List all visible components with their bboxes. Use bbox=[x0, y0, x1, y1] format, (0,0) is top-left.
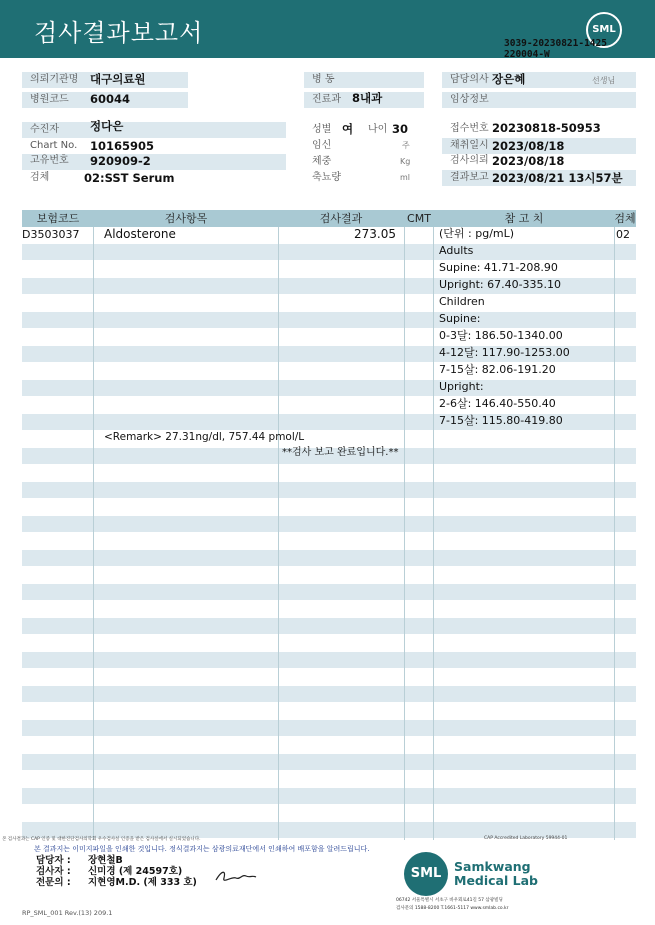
print-notice: 본 결과지는 이미지파일을 인쇄한 것입니다. 정식결과지는 삼광의료재단에서 인쇄하여 배포함을 알려드립니다. bbox=[34, 845, 370, 853]
patient-label: 수진자 bbox=[22, 122, 286, 138]
hospital-code-label: 병원코드 bbox=[22, 92, 188, 108]
collect-value: 2023/08/18 bbox=[492, 139, 565, 153]
header-cmt: CMT bbox=[407, 212, 431, 225]
header-specimen: 검체 bbox=[614, 212, 636, 225]
dept-value: 8내과 bbox=[352, 91, 383, 105]
table-row-stripe bbox=[22, 380, 636, 396]
specimen-label: 검체 bbox=[30, 172, 50, 183]
header-insurance-code: 보험코드 bbox=[36, 212, 80, 225]
result-value: 273.05 bbox=[354, 227, 396, 241]
accreditation-note: 본 검사결과는 CAP 인증 및 대한진단검사의학회 우수검사실 인증을 받은 검사실에서 실시되었습니다. bbox=[2, 837, 201, 842]
doctor-value: 장은혜 bbox=[492, 72, 526, 86]
reference-line: Children bbox=[439, 295, 485, 308]
pregnancy-label: 임신 bbox=[312, 140, 332, 151]
reference-line: Supine: 41.71-208.90 bbox=[439, 261, 558, 274]
result-test-item: Aldosterone bbox=[104, 227, 176, 241]
institution-value: 대구의료원 bbox=[90, 72, 146, 86]
reference-line: Upright: bbox=[439, 380, 484, 393]
reference-line: 7-15살: 115.80-419.80 bbox=[439, 414, 563, 427]
sml-logo: SML bbox=[586, 12, 622, 48]
lab-address: 06742 서울특별시 서초구 바우뫼로41길 57 삼광빌딩 검사문의 1588-8200 T.1661-5117 www.smlab.co.kr bbox=[396, 898, 509, 911]
staff-role-manager: 담당자 : bbox=[36, 855, 71, 866]
cap-accreditation: CAP Accredited Laboratory 59944-01 bbox=[484, 836, 568, 841]
id-label: 고유번호 bbox=[30, 155, 69, 166]
reference-line: 2-6살: 146.40-550.40 bbox=[439, 397, 556, 410]
report-value: 2023/08/21 13시57분 bbox=[492, 171, 623, 185]
receipt-value: 20230818-50953 bbox=[492, 121, 601, 135]
document-number: 3039-20230821-1425 220004-W bbox=[504, 38, 607, 60]
sex-label: 성별 bbox=[312, 124, 332, 135]
reference-line: 4-12달: 117.90-1253.00 bbox=[439, 346, 570, 359]
table-row-stripe bbox=[22, 686, 636, 702]
urine-label: 축뇨량 bbox=[312, 172, 341, 183]
report-header bbox=[0, 0, 655, 58]
signature-image bbox=[212, 866, 258, 886]
request-label: 검사의뢰 bbox=[450, 155, 489, 166]
report-complete-text: **검사 보고 완료입니다.** bbox=[282, 447, 399, 458]
staff-name-manager: 장현철B bbox=[88, 855, 123, 866]
table-row-stripe bbox=[22, 482, 636, 498]
specimen-value: 02:SST Serum bbox=[84, 171, 175, 185]
table-row-stripe bbox=[22, 550, 636, 566]
collect-label: 채취일시 bbox=[442, 138, 636, 154]
remark-text: <Remark> 27.31ng/dl, 757.44 pmol/L bbox=[104, 431, 305, 443]
column-divider bbox=[404, 227, 405, 840]
chart-label: Chart No. bbox=[30, 140, 78, 151]
staff-role-specialist: 전문의 : bbox=[36, 877, 71, 888]
reference-line: 0-3달: 186.50-1340.00 bbox=[439, 329, 563, 342]
chart-value: 10165905 bbox=[90, 139, 155, 153]
table-row-stripe bbox=[22, 516, 636, 532]
reference-line: Supine: bbox=[439, 312, 481, 325]
reference-line: Upright: 67.40-335.10 bbox=[439, 278, 562, 291]
age-label: 나이 bbox=[368, 124, 388, 135]
table-row-stripe bbox=[22, 652, 636, 668]
sex-value: 여 bbox=[342, 122, 354, 136]
result-insurance-code: D3503037 bbox=[22, 228, 80, 241]
patient-value: 정다은 bbox=[90, 119, 124, 133]
report-label: 결과보고 bbox=[442, 170, 636, 186]
urine-unit: ml bbox=[400, 173, 411, 182]
weight-label: 체중 bbox=[312, 156, 332, 167]
header-test-item: 검사항목 bbox=[164, 212, 208, 225]
receipt-label: 접수번호 bbox=[450, 123, 489, 134]
header-reference: 참 고 치 bbox=[504, 212, 544, 225]
staff-name-tester: 신미경 (제 24597호) bbox=[88, 866, 183, 877]
column-divider bbox=[93, 227, 94, 840]
pregnancy-unit: 주 bbox=[402, 141, 410, 150]
dept-label: 진료과 bbox=[304, 92, 424, 108]
doctor-label: 담당의사 bbox=[442, 72, 636, 88]
staff-name-specialist: 지현영M.D. (제 333 호) bbox=[88, 877, 197, 888]
lab-name: Samkwang Medical Lab bbox=[454, 859, 538, 888]
reference-line: Adults bbox=[439, 244, 474, 257]
table-row-stripe bbox=[22, 312, 636, 328]
column-divider bbox=[433, 227, 434, 840]
reference-line: 7-15살: 82.06-191.20 bbox=[439, 363, 556, 376]
age-value: 30 bbox=[392, 122, 409, 136]
reference-line: (단위 : pg/mL) bbox=[439, 227, 515, 240]
report-title: 검사결과보고서 bbox=[34, 19, 204, 47]
form-revision: RP_SML_001 Rev.(13) 209.1 bbox=[22, 909, 113, 917]
column-divider bbox=[278, 227, 279, 840]
table-row-stripe bbox=[22, 754, 636, 770]
lab-logo: SML bbox=[404, 852, 448, 896]
table-row-stripe bbox=[22, 720, 636, 736]
weight-unit: Kg bbox=[400, 157, 411, 166]
table-row-stripe bbox=[22, 584, 636, 600]
table-row-stripe bbox=[22, 788, 636, 804]
request-value: 2023/08/18 bbox=[492, 154, 565, 168]
id-value: 920909-2 bbox=[90, 154, 151, 168]
ward-label: 병 동 bbox=[304, 72, 424, 88]
clinical-label: 임상정보 bbox=[442, 92, 636, 108]
table-row-stripe bbox=[22, 618, 636, 634]
column-divider bbox=[614, 227, 615, 840]
staff-role-tester: 검사자 : bbox=[36, 866, 71, 877]
institution-label: 의뢰기관명 bbox=[22, 72, 188, 88]
header-test-result: 검사결과 bbox=[319, 212, 363, 225]
table-row-stripe bbox=[22, 244, 636, 260]
hospital-code-value: 60044 bbox=[90, 92, 131, 106]
result-specimen: 02 bbox=[616, 228, 630, 241]
doctor-suffix: 선생님 bbox=[592, 76, 616, 85]
